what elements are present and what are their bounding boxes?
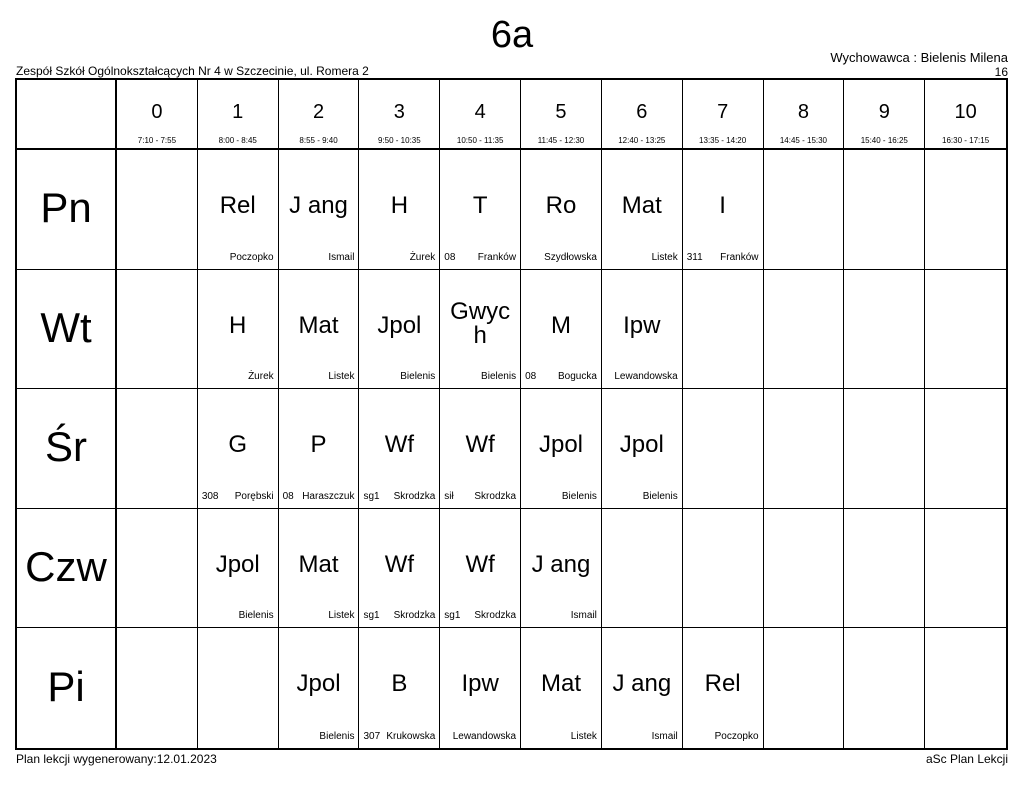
empty-cell	[764, 150, 845, 270]
lesson-subject: Rel	[219, 192, 256, 219]
period-number: 7	[717, 101, 729, 123]
lesson-cell	[683, 150, 764, 270]
lesson-subject: Wf	[465, 431, 495, 459]
lesson-subject: M	[550, 311, 571, 339]
lesson-room: 08	[525, 371, 537, 383]
period-time: 7:10 - 7:55	[137, 136, 177, 145]
lesson-cell	[602, 150, 683, 270]
lesson-cell	[440, 509, 521, 629]
empty-cell	[764, 509, 845, 629]
lesson-cell	[359, 270, 440, 390]
lesson-room: 307	[363, 730, 381, 742]
period-header	[844, 80, 925, 150]
lesson-cell	[359, 389, 440, 509]
lesson-cell	[359, 628, 440, 748]
lesson-teacher: Skrodzka	[474, 610, 517, 622]
homeroom-teacher: Wychowawca : Bielenis Milena	[830, 50, 1008, 65]
empty-cell	[198, 628, 279, 748]
lesson-subject: J ang	[289, 192, 348, 219]
period-time: 14:45 - 15:30	[779, 136, 828, 145]
lesson-subject: Jpol	[538, 431, 583, 459]
lesson-room: sg1	[363, 610, 380, 622]
app-name: aSc Plan Lekcji	[925, 752, 1008, 766]
empty-cell	[925, 270, 1006, 390]
period-time: 11:45 - 12:30	[537, 136, 585, 145]
lesson-teacher: Bielenis	[481, 371, 517, 383]
lesson-teacher: Porębski	[234, 490, 274, 502]
lesson-teacher: Żurek	[409, 251, 436, 263]
lesson-teacher: Lewandowska	[452, 730, 517, 742]
empty-cell	[925, 150, 1006, 270]
period-time: 9:50 - 10:35	[378, 136, 421, 145]
empty-cell	[925, 389, 1006, 509]
lesson-subject: Ipw	[461, 670, 499, 698]
empty-cell	[117, 150, 198, 270]
period-time: 8:00 - 8:45	[218, 136, 257, 145]
class-title: 6a	[490, 14, 534, 56]
lesson-cell	[602, 270, 683, 390]
lesson-cell	[198, 150, 279, 270]
empty-cell	[683, 270, 764, 390]
period-header	[279, 80, 360, 150]
lesson-subject: J ang	[531, 550, 591, 578]
lesson-cell	[279, 628, 360, 748]
period-number: 9	[878, 101, 890, 123]
period-header	[683, 80, 764, 150]
empty-cell	[844, 628, 925, 748]
lesson-teacher: Franków	[720, 251, 759, 263]
lesson-cell	[198, 389, 279, 509]
lesson-subject: T	[472, 192, 488, 219]
generated-date: Plan lekcji wygenerowany:12.01.2023	[16, 752, 217, 766]
corner-cell	[17, 80, 117, 150]
lesson-teacher: Skrodzka	[474, 490, 517, 502]
lesson-cell	[359, 509, 440, 629]
lesson-teacher: Bielenis	[561, 490, 597, 502]
lesson-subject: B	[391, 670, 408, 698]
period-header	[764, 80, 845, 150]
lesson-room: 311	[686, 251, 703, 263]
lesson-subject: Mat	[298, 550, 339, 578]
lesson-cell	[521, 270, 602, 390]
lesson-teacher: Poczopko	[714, 730, 759, 742]
lesson-teacher: Lewandowska	[614, 371, 678, 383]
day-label: Wt	[40, 303, 92, 351]
lesson-teacher: Listek	[328, 610, 355, 622]
lesson-subject: Jpol	[377, 311, 422, 339]
lesson-cell	[440, 270, 521, 390]
lesson-subject: Mat	[621, 192, 662, 219]
lesson-room: 308	[201, 490, 219, 502]
lesson-subject: P	[310, 431, 327, 459]
lesson-room: sg1	[363, 490, 380, 502]
lesson-teacher: Listek	[651, 251, 678, 263]
lesson-cell	[198, 270, 279, 390]
lesson-teacher: Listek	[328, 371, 355, 383]
lesson-subject: Wf	[465, 550, 495, 578]
empty-cell	[844, 389, 925, 509]
period-number: 6	[636, 101, 648, 123]
lesson-cell	[279, 270, 360, 390]
day-label: Śr	[45, 423, 87, 471]
period-number: 0	[151, 101, 163, 123]
lesson-cell	[521, 628, 602, 748]
lesson-room: sił	[444, 490, 454, 502]
empty-cell	[925, 509, 1006, 629]
lesson-teacher: Ismail	[570, 610, 597, 622]
period-time: 10:50 - 11:35	[456, 136, 504, 145]
period-header	[117, 80, 198, 150]
lesson-teacher: Krukowska	[386, 730, 436, 742]
empty-cell	[117, 628, 198, 748]
lesson-subject: Rel	[704, 670, 741, 698]
period-number: 8	[797, 101, 809, 123]
lesson-teacher: Żurek	[248, 371, 274, 383]
empty-cell	[117, 509, 198, 629]
lesson-teacher: Bielenis	[642, 490, 678, 502]
period-number: 3	[393, 101, 405, 123]
lesson-cell	[279, 509, 360, 629]
empty-cell	[764, 389, 845, 509]
lesson-subject: Mat	[298, 311, 339, 339]
day-cell	[17, 270, 117, 390]
lesson-teacher: Ismail	[651, 730, 678, 742]
period-header	[359, 80, 440, 150]
empty-cell	[844, 150, 925, 270]
lesson-teacher: Skrodzka	[393, 610, 436, 622]
period-time: 8:55 - 9:40	[299, 136, 338, 145]
lesson-teacher: Bielenis	[319, 730, 355, 742]
lesson-cell	[521, 509, 602, 629]
lesson-subject: Jpol	[215, 550, 260, 578]
lesson-cell	[198, 509, 279, 629]
lesson-teacher: Poczopko	[229, 251, 274, 263]
lesson-subject: Ipw	[623, 311, 661, 339]
lesson-subject: Jpol	[296, 670, 341, 698]
empty-cell	[844, 509, 925, 629]
lesson-subject: Jpol	[619, 431, 664, 459]
school-name: Zespół Szkół Ogólnokształcących Nr 4 w Szczecinie, ul. Romera 2	[16, 64, 369, 78]
empty-cell	[683, 389, 764, 509]
lesson-cell	[521, 150, 602, 270]
lesson-cell	[602, 389, 683, 509]
lesson-cell	[521, 389, 602, 509]
empty-cell	[844, 270, 925, 390]
period-header	[925, 80, 1006, 150]
lesson-room: 08	[282, 490, 294, 502]
lesson-subject: I	[719, 192, 726, 219]
empty-cell	[925, 628, 1006, 748]
lesson-subject: H	[229, 311, 247, 339]
period-time: 15:40 - 16:25	[860, 136, 908, 145]
empty-cell	[764, 628, 845, 748]
lesson-room: sg1	[444, 610, 461, 622]
lesson-subject: J ang	[612, 670, 672, 698]
empty-cell	[602, 509, 683, 629]
day-label: Pn	[40, 184, 92, 232]
lesson-subject: H	[390, 192, 409, 219]
empty-cell	[117, 270, 198, 390]
period-number: 2	[312, 101, 325, 123]
lesson-cell	[359, 150, 440, 270]
day-cell	[17, 389, 117, 509]
lesson-teacher: Ismail	[328, 251, 355, 263]
period-number: 5	[555, 101, 567, 123]
empty-cell	[764, 270, 845, 390]
lesson-teacher: Szydłowska	[544, 251, 597, 263]
lesson-teacher: Bogucka	[557, 371, 597, 383]
period-number: 4	[474, 101, 486, 123]
lesson-cell	[683, 628, 764, 748]
lesson-subject: Mat	[540, 670, 581, 698]
day-label: Czw	[25, 543, 107, 591]
lesson-cell	[440, 628, 521, 748]
lesson-subject: Ro	[545, 192, 577, 219]
lesson-teacher: Skrodzka	[393, 490, 436, 502]
day-cell	[17, 628, 117, 748]
period-header	[521, 80, 602, 150]
period-time: 12:40 - 13:25	[618, 136, 666, 145]
lesson-room: 08	[444, 251, 456, 263]
lesson-cell	[279, 389, 360, 509]
lesson-cell	[279, 150, 360, 270]
lesson-subject: Gwyc h	[450, 297, 511, 349]
day-cell	[17, 150, 117, 270]
lesson-cell	[440, 389, 521, 509]
day-label: Pi	[47, 663, 85, 711]
period-time: 13:35 - 14:20	[699, 136, 747, 145]
period-time: 16:30 - 17:15	[942, 136, 990, 145]
lesson-subject: Wf	[384, 550, 415, 578]
lesson-subject: Wf	[384, 431, 415, 459]
timetable-grid	[15, 78, 1008, 750]
lesson-cell	[602, 628, 683, 748]
lesson-teacher: Franków	[477, 251, 517, 263]
period-header	[198, 80, 279, 150]
period-header	[602, 80, 683, 150]
empty-cell	[683, 509, 764, 629]
page-number: 16	[994, 65, 1008, 79]
day-cell	[17, 509, 117, 629]
period-number: 1	[232, 101, 244, 123]
lesson-teacher: Listek	[570, 730, 597, 742]
lesson-teacher: Bielenis	[400, 371, 436, 383]
empty-cell	[117, 389, 198, 509]
lesson-cell	[440, 150, 521, 270]
period-number: 10	[954, 101, 977, 123]
lesson-teacher: Haraszczuk	[302, 490, 355, 502]
lesson-subject: G	[228, 431, 248, 459]
period-header	[440, 80, 521, 150]
lesson-teacher: Bielenis	[238, 610, 274, 622]
